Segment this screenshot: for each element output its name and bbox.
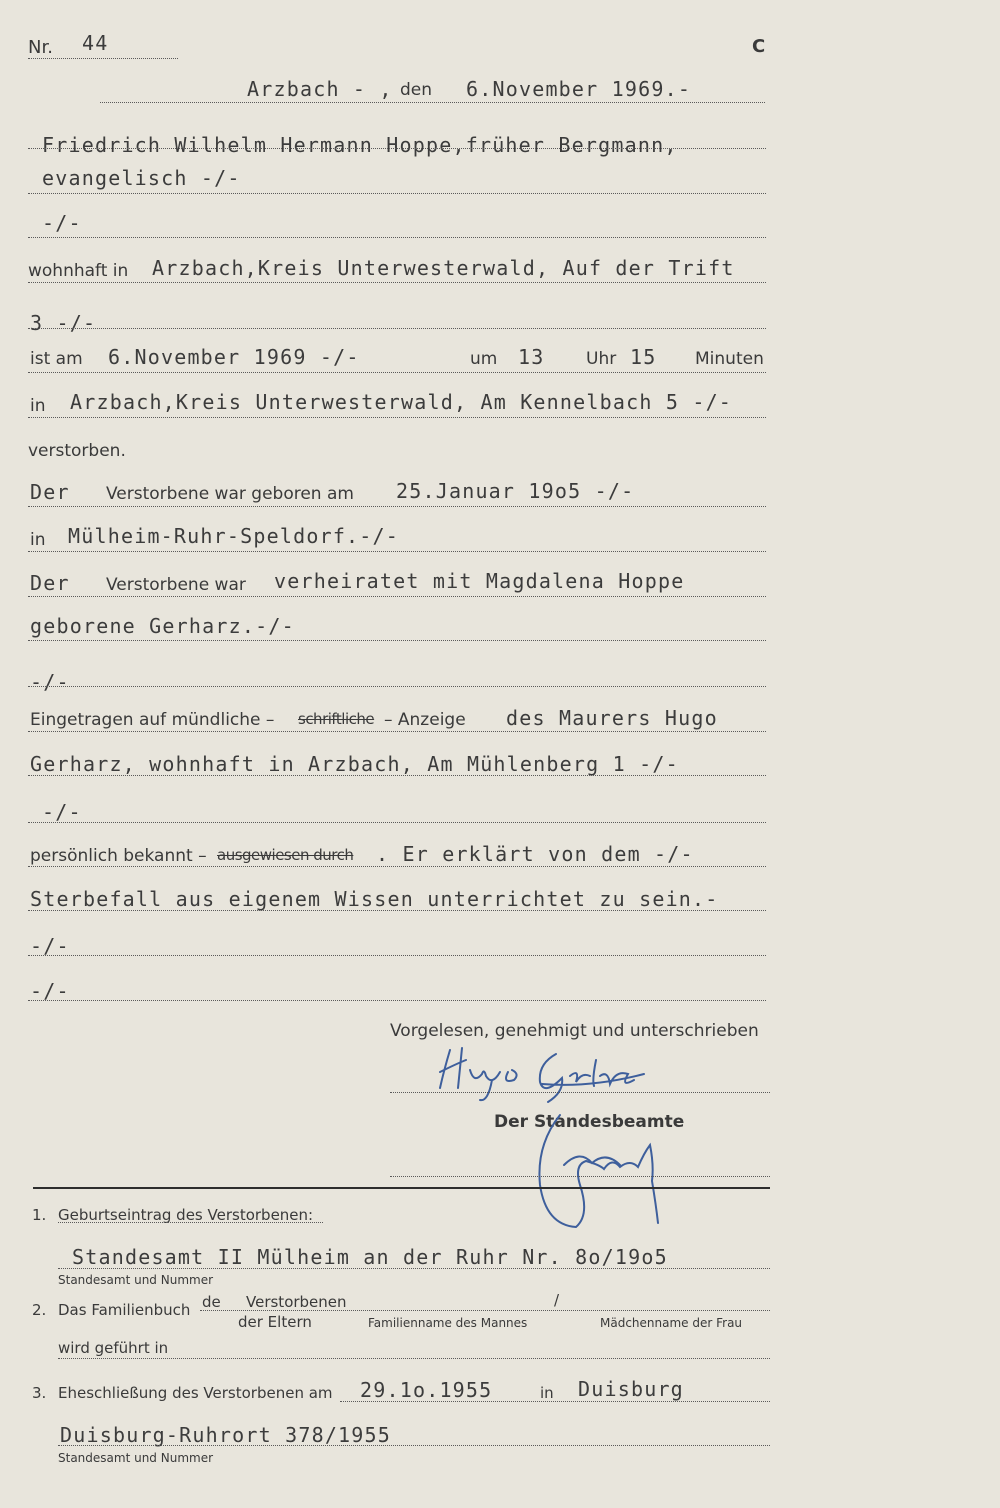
- marital-value: verheiratet mit Magdalena Hoppe: [274, 569, 685, 593]
- family-book-verstorbenen: Verstorbenen: [246, 1293, 347, 1311]
- residence-value: Arzbach,Kreis Unterwesterwald, Auf der Trift: [152, 256, 735, 280]
- death-minute: 15: [630, 345, 657, 369]
- identity-value: . Er erklärt von dem -/-: [376, 842, 694, 866]
- identity-struck: ausgewiesen durch: [217, 846, 354, 864]
- verstorben-label: verstorben.: [28, 441, 126, 461]
- marriage-date: 29.1o.1955: [360, 1378, 493, 1402]
- birth-entry-value: Standesamt II Mülheim an der Ruhr Nr. 8o/19o5: [72, 1245, 668, 1269]
- marriage-register: Duisburg-Ruhrort 378/1955: [60, 1423, 392, 1447]
- place-value: Arzbach - ,: [247, 77, 393, 101]
- den-label: den: [400, 80, 433, 100]
- residence-label: wohnhaft in: [28, 261, 129, 281]
- identity-blank-2: -/-: [30, 979, 70, 1003]
- residence-continued: 3 -/-: [30, 311, 97, 335]
- marriage-label: Eheschließung des Verstorbenen am: [58, 1384, 333, 1402]
- registration-blank: -/-: [42, 800, 82, 824]
- death-hour: 13: [518, 345, 545, 369]
- marital-label: Verstorbene war: [106, 575, 246, 595]
- identity-blank-1: -/-: [30, 934, 70, 958]
- registration-struck: schriftliche: [298, 710, 375, 728]
- registration-value: des Maurers Hugo: [506, 706, 718, 730]
- family-book-parents: der Eltern: [238, 1313, 312, 1331]
- marriage-in-label: in: [540, 1384, 554, 1402]
- corner-letter: C: [752, 36, 766, 57]
- person-name: Friedrich Wilhelm Hermann Hoppe,früher Bergmann,: [42, 133, 678, 157]
- nr-label: Nr.: [28, 37, 53, 58]
- office-number-label: Standesamt und Nummer: [58, 1273, 214, 1287]
- birth-entry-label: Geburtseintrag des Verstorbenen:: [58, 1206, 314, 1224]
- um-label: um: [470, 349, 498, 369]
- registrar-label: Der Standesbeamte: [494, 1112, 685, 1132]
- registration-label-end: – Anzeige: [384, 710, 466, 730]
- birth-date: 25.Januar 19o5 -/-: [396, 479, 635, 503]
- footnote-3-number: 3.: [32, 1384, 47, 1402]
- family-book-slash: /: [554, 1291, 560, 1309]
- death-date-label: ist am: [30, 349, 83, 369]
- birth-label: Verstorbene war geboren am: [106, 484, 354, 504]
- separator-rule: [33, 1187, 770, 1189]
- family-book-label: Das Familienbuch: [58, 1301, 191, 1319]
- signature-informant: [430, 1040, 660, 1110]
- date-line: [100, 102, 765, 103]
- registration-continued: Gerharz, wohnhaft in Arzbach, Am Mühlenberg 1 -/-: [30, 752, 679, 776]
- maiden-name-wife-label: Mädchenname der Frau: [600, 1316, 743, 1330]
- office-number-label-2: Standesamt und Nummer: [58, 1451, 214, 1465]
- family-name-husband-label: Familienname des Mannes: [368, 1316, 528, 1330]
- identity-continued: Sterbefall aus eigenem Wissen unterrichtet zu sein.-: [30, 887, 719, 911]
- footnote-2-number: 2.: [32, 1301, 47, 1319]
- signature-registrar: [520, 1105, 680, 1235]
- identity-label: persönlich bekannt –: [30, 846, 207, 866]
- minuten-label: Minuten: [695, 349, 764, 369]
- marital-der: Der: [30, 571, 70, 595]
- death-date: 6.November 1969 -/-: [108, 345, 360, 369]
- registration-label-start: Eingetragen auf mündliche –: [30, 710, 275, 730]
- date-value: 6.November 1969.-: [466, 77, 692, 101]
- marriage-place: Duisburg: [578, 1377, 684, 1401]
- kept-in-label: wird geführt in: [58, 1339, 169, 1357]
- birth-der: Der: [30, 480, 70, 504]
- birth-place: Mülheim-Ruhr-Speldorf.-/-: [68, 524, 400, 548]
- marital-continued: geborene Gerharz.-/-: [30, 614, 295, 638]
- birth-place-label: in: [30, 530, 46, 550]
- nr-line: [28, 58, 178, 59]
- death-place-label: in: [30, 396, 46, 416]
- marital-blank: -/-: [30, 670, 70, 694]
- read-approved-label: Vorgelesen, genehmigt und unterschrieben: [390, 1021, 759, 1041]
- uhr-label: Uhr: [586, 349, 617, 369]
- death-place: Arzbach,Kreis Unterwesterwald, Am Kennelbach 5 -/-: [70, 390, 733, 414]
- footnote-1-number: 1.: [32, 1206, 47, 1224]
- person-blank: -/-: [42, 211, 82, 235]
- nr-value: 44: [82, 31, 109, 55]
- religion: evangelisch -/-: [42, 166, 241, 190]
- family-book-de: de: [202, 1293, 221, 1311]
